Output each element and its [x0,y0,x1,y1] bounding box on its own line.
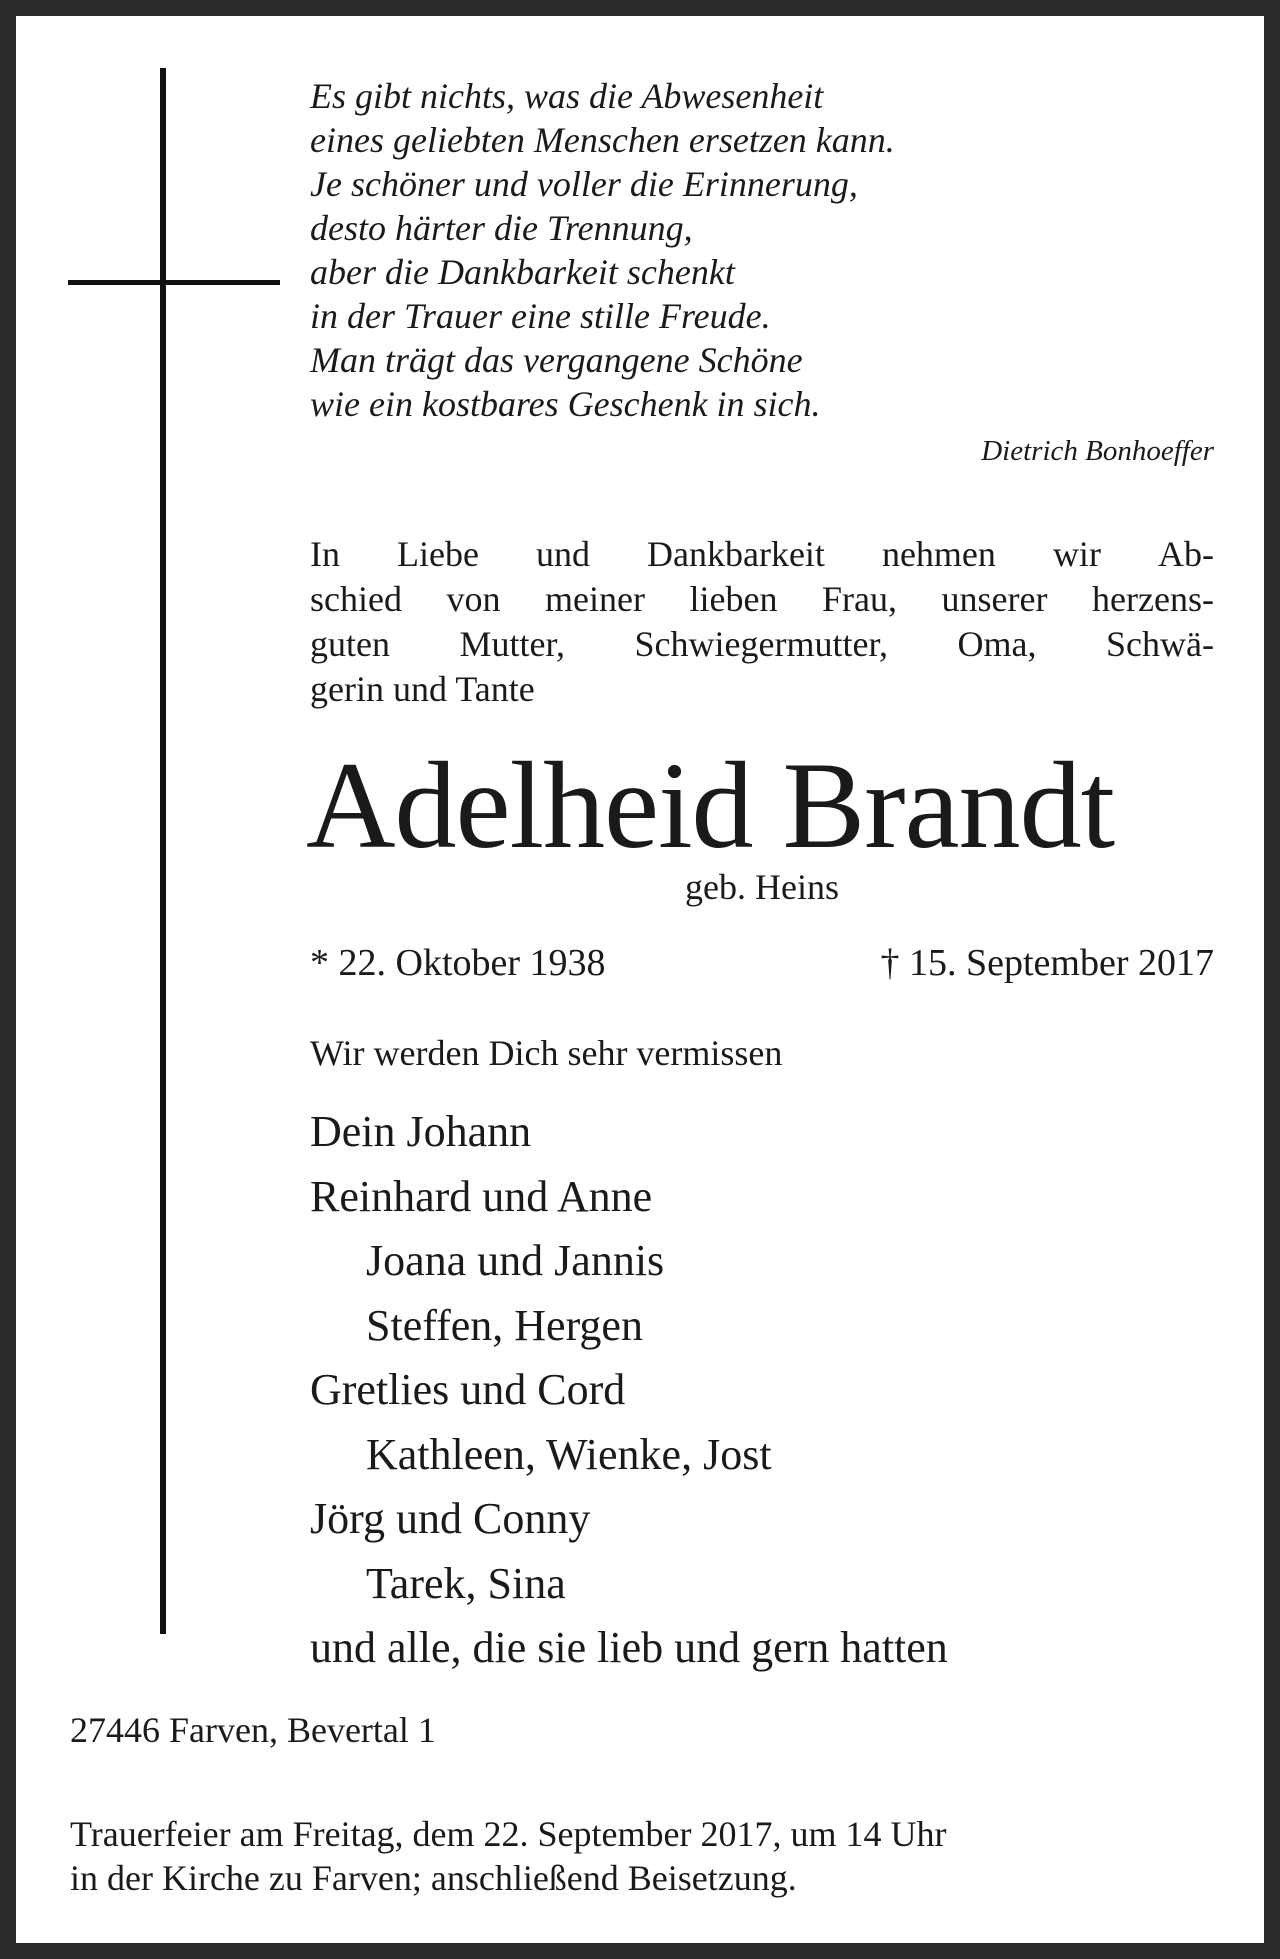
intro-line [310,667,1214,712]
intro-line [310,622,1214,667]
poem-author: Dietrich Bonhoeffer [981,435,1214,467]
ceremony-info [70,1812,1260,1900]
mourner-line: und alle, die sie lieb und gern hatten [310,1623,948,1672]
intro-word: Liebe [397,534,479,574]
poem-line: desto härter die Trennung, [310,208,693,248]
intro-line [310,577,1214,622]
ceremony-line: in der Kirche zu Farven; anschließend Beisetzung. [70,1858,797,1898]
mourner-line: Steffen, Hergen [366,1300,643,1350]
intro-word: Dankbarkeit [647,534,825,574]
intro-word: unserer [941,579,1048,619]
poem-line: in der Trauer eine stille Freude. [310,296,771,336]
poem [310,74,1230,426]
mourner-line: Kathleen, Wienke, Jost [366,1429,772,1479]
poem-line: wie ein kostbares Geschenk in sich. [310,384,821,424]
family-address: 27446 Farven, Bevertal 1 [70,1710,436,1750]
intro-word: nehmen [881,534,996,574]
mourner-line: Jörg und Conny [310,1494,591,1543]
intro-word: wir [1052,534,1101,574]
obituary-notice [16,16,1264,1943]
cross-horizontal-bar [68,280,280,285]
poem-line: aber die Dankbarkeit schenkt [310,252,735,292]
poem-line: Je schöner und voller die Erinnerung, [310,164,858,204]
intro-word: Oma, [957,624,1037,664]
deceased-name: Adelheid Brandt [306,737,1115,874]
farewell-message: Wir werden Dich sehr vermissen [310,1033,783,1073]
intro-word: Ab- [1157,534,1214,574]
birth-date: * 22. Oktober 1938 [310,942,606,984]
intro-text [310,532,1214,712]
mourner-line: Dein Johann [310,1107,532,1156]
intro-word: und [535,534,590,574]
intro-word: Frau, [822,579,898,619]
intro-word: In [310,534,340,574]
life-dates [310,940,1214,986]
maiden-name: geb. Heins [685,867,839,907]
intro-word: schied [310,579,402,619]
cross-vertical-bar [160,68,166,1634]
intro-word: von [446,579,501,619]
intro-word: guten [310,624,390,664]
death-date: † 15. September 2017 [880,942,1214,984]
mourner-line: Reinhard und Anne [310,1171,653,1221]
intro-word: lieben [689,579,778,619]
poem-line: Man trägt das vergangene Schöne [310,340,803,380]
mourner-line: Joana und Jannis [366,1236,665,1285]
poem-line: Es gibt nichts, was die Abwesenheit [310,76,824,116]
mourners-list [310,1100,1214,1681]
intro-word: meiner [545,579,645,619]
intro-word: herzens- [1092,579,1214,619]
poem-line: eines geliebten Menschen ersetzen kann. [310,120,895,160]
intro-word: Schwä- [1106,624,1214,664]
intro-word: Mutter, [459,624,566,664]
mourner-line: Gretlies und Cord [310,1365,626,1414]
intro-word: gerin und Tante [310,669,535,709]
mourner-line: Tarek, Sina [366,1558,566,1608]
intro-line [310,532,1214,577]
ceremony-line: Trauerfeier am Freitag, dem 22. September 2017, um 14 Uhr [70,1814,947,1854]
intro-word: Schwiegermutter, [634,624,889,664]
